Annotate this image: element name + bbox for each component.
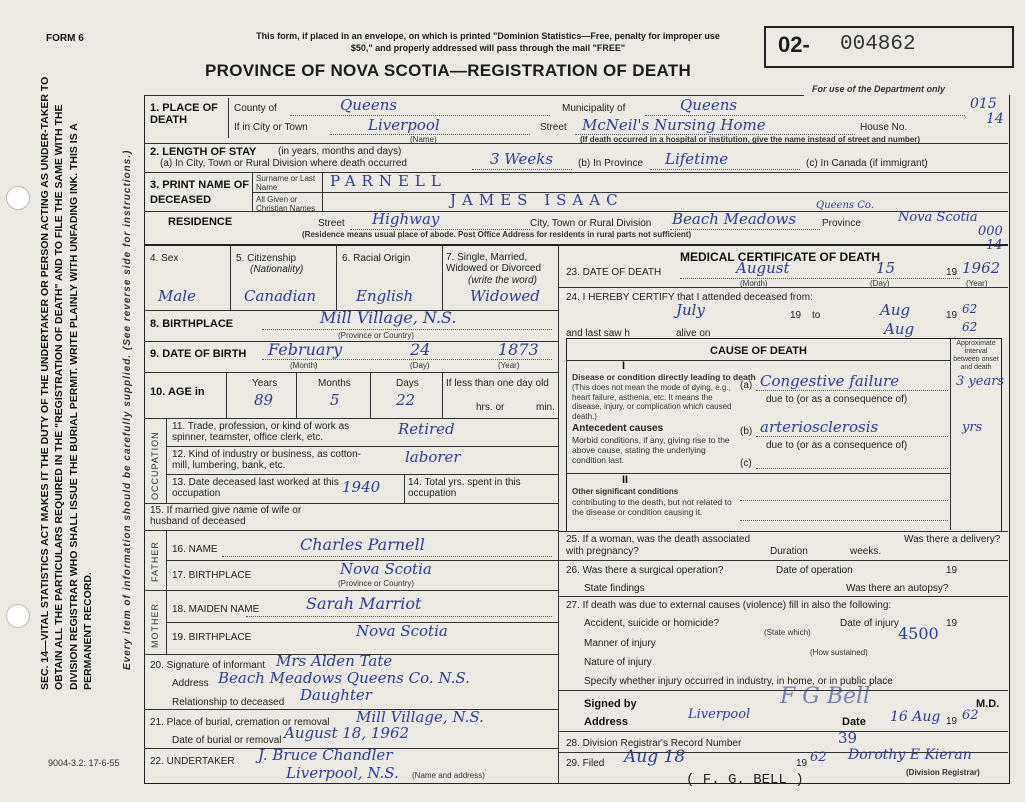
filed-year-prefix: 19 [796,758,808,769]
due-to-a-label: due to (or as a consequence of) [766,394,908,405]
registrar-value: Dorothy E Kieran [848,747,972,763]
father-province-caption: (Province or Country) [338,579,415,588]
dotted-line [246,616,552,617]
dod-day-caption: (Day) [870,279,890,288]
row-rule [144,590,558,591]
date-label: Date [842,716,866,728]
burial-date-label: Date of burial or removal [172,735,282,746]
city-label: If in City or Town [234,122,308,133]
registrar-record-value: 39 [838,729,858,747]
relationship-value: Daughter [300,686,372,704]
dept-use-label: For use of the Department only [812,84,946,94]
dob-year-value: 1873 [498,340,539,359]
industry-value: laborer [405,448,461,466]
birthplace-value: Mill Village, N.S. [320,308,457,327]
statute-text: SEC. 14—VITAL STATISTICS ACT MAKES IT THE DUTY OF THE UNDERTAKER OR PERSON ACTING AS UNDER-TAKER TO OBTAIN ALL THE PARTICULARS REQUIRED IN THE "REGISTRATION OF DEATH" AND TO FILE THE SAME WITH THE DIVISION REGISTRAR WHO SHALL ISSUE THE BURIAL PERMIT. WRITE PLAINLY WITH UNFADING INK. THIS IS A PERMANENT RECORD. [39,76,95,690]
res-street-label: Street [318,218,345,229]
attended-from-value: July [676,301,705,319]
given-label: All Given or Christian Names [256,195,316,213]
signed-value: F G Bell [780,684,871,709]
dob-month-value: February [268,340,343,359]
days-value: 22 [396,391,416,409]
county-label: County of [234,103,277,114]
less-than-day-label: If less than one day old [446,378,549,389]
burial-place-value: Mill Village, N.S. [356,708,484,726]
certify-label: 24. I HEREBY CERTIFY that I attended deceased from: [566,292,813,303]
external-label: 27. If death was due to external causes (violence) fill in also the following: [566,600,892,611]
signed-year-prefix: 19 [946,716,958,727]
due-to-b-label: due to (or as a consequence of) [766,440,908,451]
weeks-label: weeks. [850,546,882,557]
filed-date-value: Aug 18 [624,747,686,767]
row-rule [144,172,1008,173]
divider [296,372,297,418]
hospital-note: (If death occurred in a hospital or institution, give the name instead of street and number) [580,135,921,144]
sex-value: Male [158,287,196,305]
dod-year-caption: (Year) [966,279,988,288]
attended-to-value: Aug [880,301,911,319]
father-name-label: 16. NAME [172,544,218,555]
interval-b-value: yrs [962,420,983,435]
mother-name-value: Sarah Marriot [306,594,422,613]
dotted-line [756,468,948,469]
stay-a-label: (a) In City, Town or Rural Division where death occurred [160,158,407,169]
given-value: JAMES ISAAC [450,191,624,209]
registration-prefix: 02- [778,32,810,57]
marital-caption: (write the word) [468,275,537,286]
min-label: min. [536,402,555,413]
birthplace-caption: (Province or Country) [338,331,415,340]
mail-notice: This form, if placed in an envelope, on which is printed "Dominion Statistics—Free, penalty for improper use $50," and properly addressed will pass through the mail "FREE" [256,31,720,53]
last-saw-label: and last saw h [566,328,630,339]
street-label: Street [540,122,567,133]
dob-label: 9. DATE OF BIRTH [150,348,247,360]
form-label: FORM 6 [46,33,84,44]
informant-label: 20. Signature of informant [150,660,266,671]
stay-province-value: Lifetime [665,150,729,168]
row-rule [144,372,558,373]
row-rule [558,596,1008,597]
row-rule [558,560,1008,561]
hrs-label: hrs. or [476,402,505,413]
doctor-address-label: Address [584,716,629,728]
undertaker-address-value: Liverpool, N.S. [286,764,399,782]
occupation-divider [166,418,167,503]
name-caption: (Name) [410,135,437,144]
registrar-record-label: 28. Division Registrar's Record Number [566,738,742,749]
informant-address-label: Address [172,678,209,689]
mother-birthplace-value: Nova Scotia [356,622,448,640]
undertaker-label: 22. UNDERTAKER [150,756,235,767]
dod-day-value: 15 [876,259,896,277]
burial-place-label: 21. Place of burial, cremation or removal [150,717,330,728]
nationality-caption: (Nationality) [250,264,304,275]
racial-value: English [356,287,414,305]
divider [370,372,371,418]
autopsy-label: Was there an autopsy? [846,583,949,594]
instructions-text: Every item of information should be carefully supplied. (See reverse side for instructions.) [122,149,133,670]
stay-city-value: 3 Weeks [490,150,554,168]
dotted-line [740,500,948,501]
divider [228,98,229,138]
operation-label: 26. Was there a surgical operation? [566,565,724,576]
dod-month-value: August [736,259,790,277]
name-address-caption: (Name and address) [412,771,485,780]
last-worked-value: 1940 [342,478,381,496]
other-conditions-note: contributing to the death, but not related to the disease or condition causing it. [572,497,732,517]
industry-label: 12. Kind of industry or business, as cotton-mill, lumbering, bank, etc. [172,449,361,471]
how-sustained-caption: (How sustained) [810,648,868,657]
divider [336,244,337,310]
dod-year-prefix: 19 [946,267,958,278]
cause-a-label: (a) [740,380,753,391]
day-caption: (Day) [410,361,430,370]
res-street-value: Highway [372,210,440,228]
months-label: Months [318,378,351,389]
father-side-label: FATHER [150,541,160,582]
father-name-value: Charles Parnell [300,535,425,554]
operation-date-label: Date of operation [776,565,853,576]
cause-title: CAUSE OF DEATH [710,345,807,357]
manner-label: Manner of injury [584,638,656,649]
accident-label: Accident, suicide or homicide? [584,618,720,629]
interval-label: Approximate interval between onset and death [953,340,999,371]
burial-date-value: August 18, 1962 [284,724,410,742]
row-rule [144,143,1008,144]
res-province-label: Province [822,218,861,229]
city-value: Liverpool [368,116,440,134]
punch-hole [6,186,30,210]
surname-value: PARNELL [330,172,447,190]
marital-label: 7. Single, Married, Widowed or Divorced [446,252,542,274]
dotted-line [756,436,948,437]
stay-b-label: (b) In Province [578,158,644,169]
birthplace-label: 8. BIRTHPLACE [150,318,234,330]
row-rule [144,211,1008,212]
res-province-value: Nova Scotia [898,210,978,225]
dotted-line [472,169,572,170]
row-rule [558,731,1008,732]
dotted-line [670,229,820,230]
industry-question: Specify whether injury occurred in industry, in home, or in public place [584,676,893,687]
row-rule [144,530,558,531]
residence-note: (Residence means usual place of abode. Post Office Address for residents in rural parts not sufficient) [302,230,692,239]
attended-from-year: 19 [790,310,802,321]
mother-side-label: MOTHER [150,603,160,648]
dotted-line [740,520,948,521]
divider [442,244,443,310]
code-14b: 14 [986,238,1003,253]
part-one: I [622,360,626,372]
column-divider [558,244,559,783]
registrar-caption: (Division Registrar) [906,768,980,777]
father-birthplace-value: Nova Scotia [340,560,432,578]
alive-on-label: alive on [676,328,711,339]
mother-name-label: 18. MAIDEN NAME [172,604,260,615]
age-label: 10. AGE in [150,386,205,398]
undertaker-value: J. Bruce Chandler [258,746,393,764]
street-value: McNeil's Nursing Home [582,116,766,134]
state-which-caption: (State which) [764,628,811,637]
punch-hole [6,604,30,628]
cause-c-label: (c) [740,458,752,469]
row-rule [144,244,1008,246]
dotted-line [680,278,960,279]
days-label: Days [396,378,419,389]
divider [226,372,227,418]
married-name-label: 15. If married give name of wife or husband of deceased [150,505,302,527]
municipality-label: Municipality of [562,103,626,114]
state-findings-label: State findings [584,583,645,594]
dotted-line [222,556,552,557]
row-rule [144,709,558,710]
signed-by-label: Signed by [584,698,637,710]
code-000: 000 [978,224,1003,239]
stay-c-label: (c) In Canada (if immigrant) [806,158,928,169]
disease-note: (This does not mean the mode of dying, e.g., heart failure, asthenia, etc. It means the disease, injury, or complication which caused death.) [572,383,732,421]
misc-number-value: 4500 [898,624,939,643]
name-rule [252,192,1008,193]
print-code: 9004-3.2: 17-6-55 [48,758,120,768]
last-worked-label: 13. Date deceased last worked at this occupation [172,477,339,499]
signed-year-value: 62 [962,708,979,723]
filed-label: 29. Filed [566,758,605,769]
row-rule [144,503,558,504]
row-rule [166,474,558,475]
doctor-stamp: ( F. G. BELL ) [686,772,804,788]
length-of-stay-label: 2. LENGTH OF STAY [150,146,257,158]
res-city-label: City, Town or Rural Division [530,218,652,229]
attended-to-year-prefix: 19 [946,310,958,321]
divider [442,372,443,418]
months-value: 5 [330,391,340,409]
residence-label: RESIDENCE [168,216,233,228]
dod-label: 23. DATE OF DEATH [566,267,662,278]
interval-a-value: 3 years [956,374,1005,389]
antecedent-note: Morbid conditions, if any, giving rise to the above cause, stating the underlying condition last. [572,435,730,465]
interval-divider [950,338,951,530]
dept-code-2: 14 [986,111,1004,127]
dotted-line [650,169,800,170]
attended-to-year: 62 [962,302,978,316]
last-saw-date-value: Aug [884,320,915,338]
citizenship-value: Canadian [244,287,317,305]
row-rule [558,287,1008,288]
print-name-label: 3. PRINT NAME OF DECEASED [150,179,250,206]
row-rule [166,446,558,447]
place-of-death-label: 1. PLACE OF DEATH [150,102,218,126]
trade-value: Retired [398,420,455,438]
row-rule [144,418,558,419]
delivery-label: Was there a delivery? [904,534,1001,545]
other-conditions-label: Other significant conditions [572,487,679,496]
stay-caption: (in years, months and days) [278,146,402,157]
medical-title: MEDICAL CERTIFICATE OF DEATH [680,250,880,264]
md-label: M.D. [976,698,1000,710]
citizenship-label: 5. Citizenship [236,253,297,264]
father-birthplace-label: 17. BIRTHPLACE [172,570,252,581]
duration-label: Duration [770,546,808,557]
divider [404,474,405,503]
disease-label: Disease or condition directly leading to death [572,372,756,382]
years-label: Years [252,378,278,389]
dept-code-1: 015 [970,96,997,112]
years-value: 89 [254,391,274,409]
last-saw-year-value: 62 [962,320,978,334]
dotted-line [262,359,552,360]
house-no-label: House No. [860,122,908,133]
dod-year-value: 1962 [962,259,1001,277]
surname-label: Surname or Last Name [256,174,316,192]
injury-year-prefix: 19 [946,618,958,629]
sex-label: 4. Sex [150,253,179,264]
relationship-label: Relationship to deceased [172,697,285,708]
res-extra-value: Queens Co. [816,200,874,211]
woman-label: 25. If a woman, was the death associated with pregnancy? [566,534,750,557]
municipality-value: Queens [680,96,738,114]
racial-label: 6. Racial Origin [342,253,411,264]
row-rule [144,341,558,342]
res-city-value: Beach Meadows [672,210,797,228]
registration-number: 004862 [840,33,916,56]
operation-year-prefix: 19 [946,565,958,576]
to-label: to [812,310,821,321]
divider [230,244,231,310]
month-caption: (Month) [290,361,318,370]
total-years-label: 14. Total yrs. spent in this occupation [408,477,521,499]
doctor-address-value: Liverpool [688,707,751,722]
nature-label: Nature of injury [584,657,652,668]
cause-a-value: Congestive failure [760,372,900,390]
injury-date-label: Date of injury [840,618,899,629]
occupation-side-label: OCCUPATION [150,431,160,500]
dotted-line [756,390,948,391]
signed-date-value: 16 Aug [890,709,941,725]
year-caption: (Year) [498,361,520,370]
dotted-line [262,329,552,330]
row-rule [558,531,1008,532]
cause-b-value: arteriosclerosis [760,418,879,436]
antecedent-label: Antecedent causes [572,423,664,434]
filed-year-value: 62 [810,750,827,765]
page-title: PROVINCE OF NOVA SCOTIA—REGISTRATION OF DEATH [205,61,692,80]
marital-value: Widowed [470,287,540,305]
informant-address-value: Beach Meadows Queens Co. N.S. [218,669,470,687]
informant-value: Mrs Alden Tate [276,652,393,670]
part-two: II [622,474,629,486]
mother-birthplace-label: 19. BIRTHPLACE [172,632,252,643]
county-value: Queens [340,96,398,114]
cause-b-label: (b) [740,426,753,437]
dob-day-value: 24 [410,340,431,359]
trade-label: 11. Trade, profession, or kind of work as spinner, teamster, office clerk, etc. [172,421,350,443]
dod-month-caption: (Month) [740,279,768,288]
